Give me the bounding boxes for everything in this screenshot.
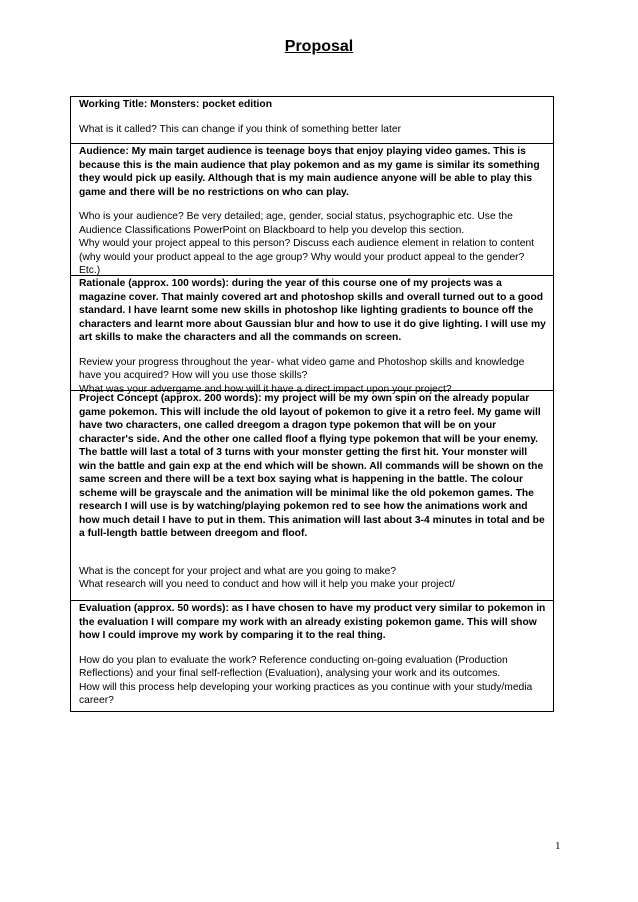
working-title-section xyxy=(71,97,553,143)
audience-prompt-2: Why would your project appeal to this person? Discuss each audience element in relation to content (why would your product appeal to the age group? Why would your product appeal to the gender? Etc.) xyxy=(79,238,535,276)
rationale-prompt-2: What was your advergame and how will it have a direct impact upon your project? xyxy=(79,383,452,395)
working-title-prompt: What is it called? This can change if you think of something better later xyxy=(79,123,402,135)
rationale-prompt-1: Review your progress throughout the year- what video game and Photoshop skills and knowledge have you acquired? How will you use those skills? xyxy=(79,356,525,381)
page-title: Proposal xyxy=(284,38,354,55)
concept-answer: Project Concept (approx. 200 words): my project will be my own spin on the already popular game pokemon. This will include the old layout of pokemon to give it a retro feel. My game will have two characters, one called dreegom a dragon type pokemon that will be on your character's side. And the other one called floof a flying type pokemon that will be your enemy. The battle will last a total of 3 turns with your monster getting the first hit. Your monster will win the battle and gain exp at the end which will be shown. All commands will be shown on the same screen and there will be a text box saying what is happening in the battle. The colour scheme will be grayscale and the animation will be minimal like the old pokemon games. The research I will use is by watching/playing pokemon red to see how the animations work and how much detail I have to put in them. This animation will last about 3-4 minutes in total and be a full-length battle between dreegom and floof. xyxy=(79,393,545,539)
concept-prompt-2: What research will you need to conduct and how will it help you make your project/ xyxy=(79,579,456,590)
rationale-section xyxy=(71,275,553,395)
audience-section xyxy=(71,143,553,275)
page-number: 1 xyxy=(555,840,561,852)
proposal-form xyxy=(70,96,554,712)
working-title-heading: Working Title: Monsters: pocket edition xyxy=(79,99,272,110)
rationale-answer: Rationale (approx. 100 words): during the year of this course one of my projects was a magazine cover. That mainly covered art and photoshop skills and overall turned out to a good standard. I have learnt some new skills in photoshop like lighting gradients to bounce off the characters and learnt more about Gaussian blur and how to use it do give lighting. I will use my art skills to make the characters and all the commands on screen. xyxy=(79,278,546,343)
concept-section xyxy=(71,390,553,600)
evaluation-answer: Evaluation (approx. 50 words): as I have chosen to have my product very similar to pokemon in the evaluation I will compare my work with an already existing pokemon game. This will show how I could improve my work by comparing it to the real thing. xyxy=(79,603,546,641)
audience-prompt-1: Who is your audience? Be very detailed; age, gender, social status, psychographic etc. Use the Audience Classifications PowerPoint on Blackboard to help you develop this section. xyxy=(79,211,513,236)
evaluation-section xyxy=(71,600,553,711)
evaluation-prompt-1: How do you plan to evaluate the work? Reference conducting on-going evaluation (Production Reflections) and your final self-reflection (Evaluation), analysing your work and its outcomes. xyxy=(79,654,508,679)
audience-answer: Audience: My main target audience is teenage boys that enjoy playing video games. This is because this is the main audience that play pokemon and as my game is similar its something they would pick up easily. Although that is my main audience anyone will be able to play this game and there will be no restrictions on who can play. xyxy=(79,146,540,198)
concept-prompt-1: What is the concept for your project and what are you going to make? xyxy=(79,565,397,577)
evaluation-prompt-2: How will this process help developing your working practices as you continue with your study/media career? xyxy=(79,681,533,706)
